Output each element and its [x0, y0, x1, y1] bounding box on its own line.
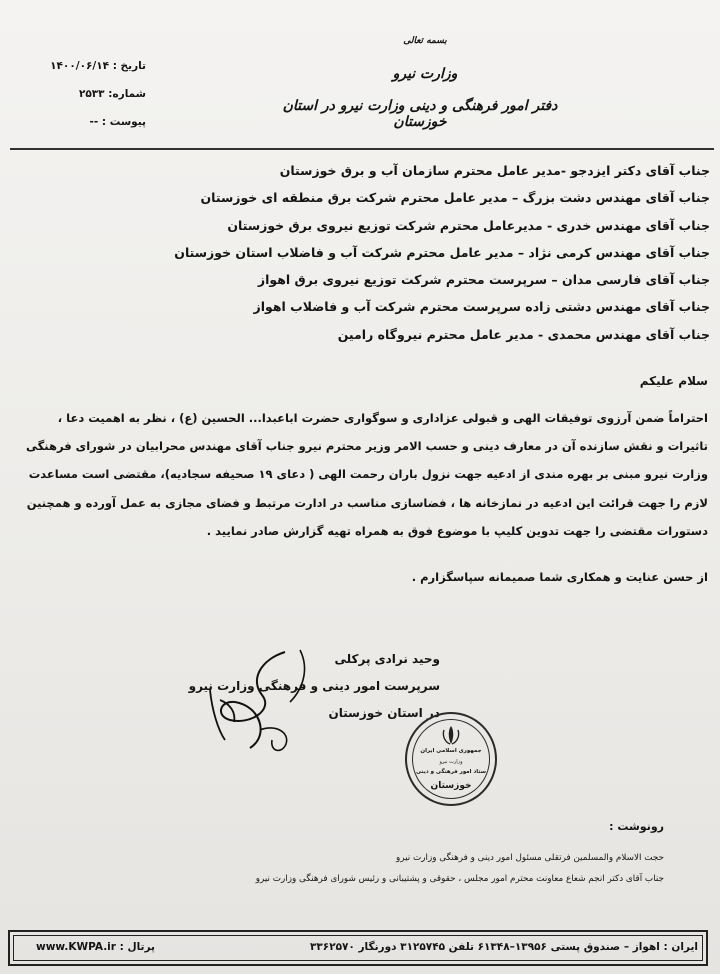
recipient-line: جناب آقای فارسی مدان – سرپرست محترم شرکت توزیع نیروی برق اهواز	[257, 272, 710, 288]
body-line: احتراماً ضمن آرزوی توفیقات الهی و قبولی عزاداری و سوگواری حضرت اباعبدا... الحسین (ع) ، نظر به اهمیت دعا ،	[57, 411, 708, 425]
signatory-name: وحید نرادی پرکلی	[334, 652, 440, 666]
emblem-icon	[439, 724, 463, 746]
seal-text: خوزستان	[430, 781, 472, 791]
body-line: لازم را جهت قرائت این ادعیه در نمازخانه ها ، فضاسازی مناسب در ادارت مرتبط و فضای مجازی به عمل آورده و همچنین	[26, 495, 708, 510]
seal-text: وزارت نیرو	[439, 759, 463, 765]
copy-recipient: جناب آقای دکتر انجم شعاع معاونت محترم امور مجلس ، حقوقی و پشتیبانی و رئیس شورای فرهنگی وزارت نیرو	[255, 874, 664, 884]
letter-attachment: پیوست : --	[89, 116, 146, 128]
letter-body	[12, 404, 708, 545]
letterhead	[282, 36, 560, 130]
signatory-location: در استان خوزستان	[328, 706, 440, 720]
seal-text: جمهوری اسلامی ایران	[420, 748, 482, 754]
recipient-list	[150, 157, 710, 348]
recipient-line: جناب آقای مهندس خدری - مدیرعامل محترم شرکت توزیع نیروی برق خوزستان	[227, 217, 710, 233]
signatory-title: سرپرست امور دینی و فرهنگی وزارت نیرو	[188, 679, 440, 693]
header-divider	[10, 148, 714, 150]
office-name: دفتر امور فرهنگی و دینی وزارت نیرو در استان خوزستان	[282, 98, 558, 130]
bismillah: بسمه تعالی	[403, 36, 447, 46]
official-seal	[405, 712, 497, 806]
ministry-name: وزارت نیرو	[392, 66, 458, 82]
salutation: سلام علیکم	[639, 374, 708, 388]
recipient-line: جناب آقای مهندس دشت بزرگ – مدیر عامل محترم شرکت برق منطقه ای خوزستان	[200, 190, 710, 206]
copies-list	[24, 848, 664, 890]
closing-line: از حسن عنایت و همکاری شما صمیمانه سپاسگزارم .	[411, 570, 708, 584]
letter-meta	[36, 52, 146, 136]
footer-website[interactable]: www.KWPA.ir : پرتال	[36, 941, 155, 953]
body-line: وزارت نیرو مبنی بر بهره مندی از ادعیه جهت نزول باران رحمت الهی ( دعای ۱۹ صحیفه سجادیه)، مقتضی است مساعدت	[28, 467, 708, 482]
letter-number: شماره: ۲۵۳۳	[78, 88, 146, 100]
footer-address: ایران : اهواز – صندوق پستی ۱۳۹۵۶–۶۱۳۴۸ تلفن ۳۱۲۵۷۴۵ دورنگار ۳۳۶۲۵۷۰	[309, 941, 698, 953]
seal-text: ستاد امور فرهنگی و دینی	[415, 769, 487, 775]
letter-footer	[8, 930, 708, 966]
copy-recipient: حجت الاسلام والمسلمین فرتقلی مسئول امور دینی و فرهنگی وزارت نیرو	[395, 853, 664, 863]
recipient-line: جناب آقای دکتر ایزدجو -مدیر عامل محترم سازمان آب و برق خوزستان	[279, 163, 710, 178]
copies-heading: رونوشت :	[609, 820, 664, 833]
recipient-line: جناب آقای مهندس محمدی - مدیر عامل محترم نیروگاه رامین	[337, 326, 710, 342]
recipient-line: جناب آقای مهندس دشتی زاده سرپرست محترم شرکت آب و فاضلاب اهواز	[253, 299, 710, 315]
body-line: دستورات مقتضی را جهت تدوین کلیپ با موضوع فوق به همراه تهیه گزارش صادر نمایید .	[206, 523, 708, 538]
body-line: تاثیرات و نقش سازنده آن در معارف دینی و حسب الامر وزیر محترم نیرو جناب آقای مهندس محرابیان در شورای فرهنگی	[25, 439, 708, 454]
recipient-line: جناب آقای مهندس کرمی نژاد – مدیر عامل محترم شرکت آب و فاضلاب استان خوزستان	[174, 244, 710, 260]
letter-date: تاریخ : ۱۴۰۰/۰۶/۱۴	[50, 60, 146, 72]
